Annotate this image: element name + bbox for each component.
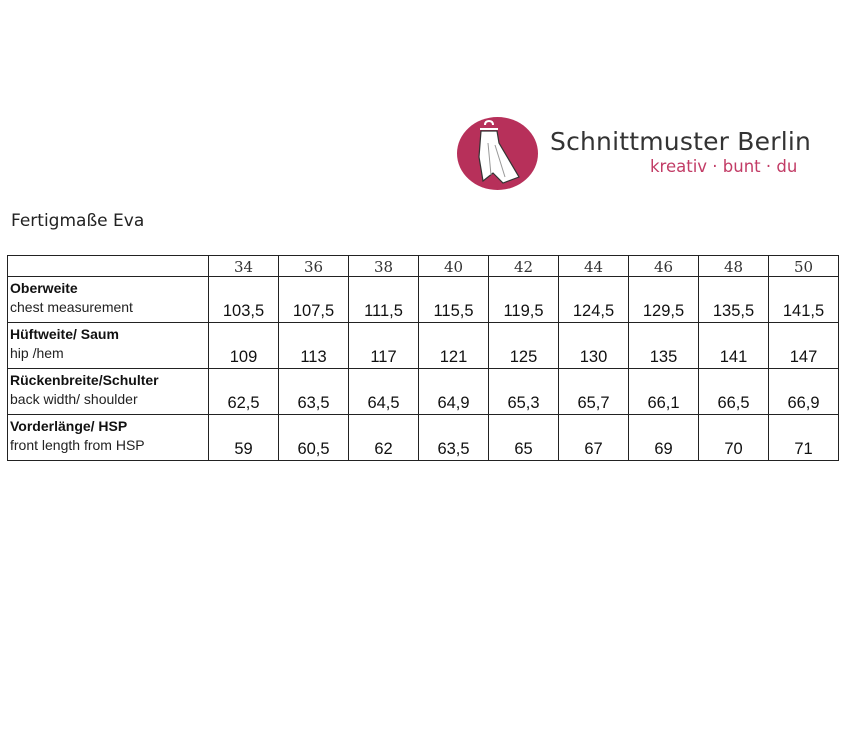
- header-corner-cell: [8, 256, 209, 277]
- table-cell: 130: [559, 323, 629, 369]
- table-cell: 107,5: [279, 277, 349, 323]
- table-cell: 62: [349, 415, 419, 461]
- table-cell: 115,5: [419, 277, 489, 323]
- table-cell: 121: [419, 323, 489, 369]
- table-cell: 69: [629, 415, 699, 461]
- row-label: [8, 277, 209, 323]
- size-header: 46: [629, 256, 699, 277]
- size-header: 42: [489, 256, 559, 277]
- table-cell: 59: [209, 415, 279, 461]
- table-cell: 109: [209, 323, 279, 369]
- table-cell: 147: [769, 323, 839, 369]
- table-row: [8, 415, 839, 461]
- table-cell: 66,9: [769, 369, 839, 415]
- size-header: 48: [699, 256, 769, 277]
- table-cell: 67: [559, 415, 629, 461]
- size-header: 40: [419, 256, 489, 277]
- table-cell: 63,5: [279, 369, 349, 415]
- table-cell: 129,5: [629, 277, 699, 323]
- row-label-de: Oberweite: [10, 280, 78, 296]
- table-cell: 113: [279, 323, 349, 369]
- row-label: [8, 369, 209, 415]
- table-cell: 60,5: [279, 415, 349, 461]
- size-header: 44: [559, 256, 629, 277]
- size-header: 50: [769, 256, 839, 277]
- row-label-en: back width/ shoulder: [10, 391, 138, 407]
- table-cell: 64,5: [349, 369, 419, 415]
- table-cell: 71: [769, 415, 839, 461]
- table-cell: 117: [349, 323, 419, 369]
- size-header: 34: [209, 256, 279, 277]
- table-cell: 65,3: [489, 369, 559, 415]
- table-cell: 62,5: [209, 369, 279, 415]
- table-cell: 65,7: [559, 369, 629, 415]
- table-row: [8, 277, 839, 323]
- table-cell: 70: [699, 415, 769, 461]
- row-label-en: hip /hem: [10, 345, 64, 361]
- table-cell: 65: [489, 415, 559, 461]
- table-cell: 124,5: [559, 277, 629, 323]
- row-label: [8, 323, 209, 369]
- row-label-de: Hüftweite/ Saum: [10, 326, 119, 342]
- table-row: [8, 369, 839, 415]
- row-label-en: chest measurement: [10, 299, 133, 315]
- table-cell: 135,5: [699, 277, 769, 323]
- dress-logo-icon: [457, 117, 538, 190]
- table-cell: 66,1: [629, 369, 699, 415]
- table-cell: 141,5: [769, 277, 839, 323]
- row-label-en: front length from HSP: [10, 437, 145, 453]
- page-title: Fertigmaße Eva: [11, 211, 145, 231]
- table-cell: 125: [489, 323, 559, 369]
- row-label: [8, 415, 209, 461]
- size-header: 38: [349, 256, 419, 277]
- row-label-de: Vorderlänge/ HSP: [10, 418, 128, 434]
- table-cell: 141: [699, 323, 769, 369]
- brand-logo: [457, 117, 817, 191]
- table-cell: 64,9: [419, 369, 489, 415]
- table-row: [8, 323, 839, 369]
- table-cell: 103,5: [209, 277, 279, 323]
- table-cell: 66,5: [699, 369, 769, 415]
- table-cell: 63,5: [419, 415, 489, 461]
- table-cell: 119,5: [489, 277, 559, 323]
- size-header: 36: [279, 256, 349, 277]
- brand-tagline: kreativ · bunt · du: [650, 157, 798, 176]
- table-header-row: [8, 256, 839, 277]
- size-table: [7, 255, 839, 461]
- brand-name: Schnittmuster Berlin: [550, 127, 812, 156]
- table-cell: 135: [629, 323, 699, 369]
- row-label-de: Rückenbreite/Schulter: [10, 372, 159, 388]
- table-cell: 111,5: [349, 277, 419, 323]
